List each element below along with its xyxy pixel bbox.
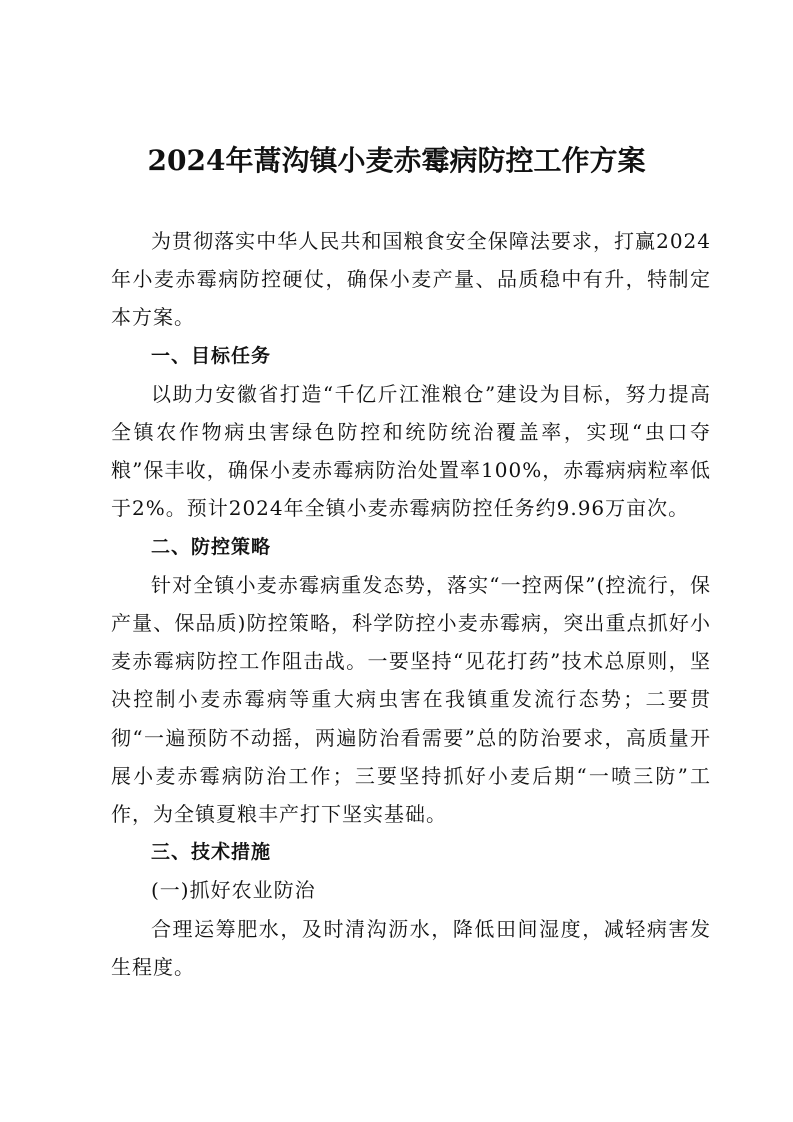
section-paragraph-strategy: 针对全镇小麦赤霉病重发态势，落实“一控两保”(控流行，保产量、保品质)防控策略，科学防控小麦赤霉病，突出重点抓好小麦赤霉病防控工作阻击战。一要坚持“见花打药”技术总原则，坚决控制小麦赤霉病等重大病虫害在我镇重发流行态势；二要贯彻“一遍预防不动摇，两遍防治看需要”总的防治要求，高质量开展小麦赤霉病防治工作；三要坚持抓好小麦后期“一喷三防”工作，为全镇夏粮丰产打下坚实基础。 [111,572,711,827]
document-body [111,222,711,986]
section-paragraph-goals: 以助力安徽省打造“千亿斤江淮粮仓”建设为目标，努力提高全镇农作物病虫害绿色防控和统防统治覆盖率，实现“虫口夺粮”保丰收，确保小麦赤霉病防治处置率100%，赤霉病病粒率低于2%。预计2024年全镇小麦赤霉病防控任务约9.96万亩次。 [111,381,711,521]
section-heading-strategy: 二、防控策略 [151,535,272,558]
section-paragraph-agricultural-control: 合理运筹肥水，及时清沟沥水，降低田间湿度，减轻病害发生程度。 [111,916,711,979]
section-heading-goals: 一、目标任务 [151,344,272,367]
section-heading-measures: 三、技术措施 [151,841,272,864]
document-title: 2024年蒿沟镇小麦赤霉病防控工作方案 [147,144,646,177]
intro-paragraph: 为贯彻落实中华人民共和国粮食安全保障法要求，打赢2024年小麦赤霉病防控硬仗，确保小麦产量、品质稳中有升，特制定本方案。 [111,229,711,330]
subsection-heading-agricultural-control: (一)抓好农业防治 [151,878,316,903]
